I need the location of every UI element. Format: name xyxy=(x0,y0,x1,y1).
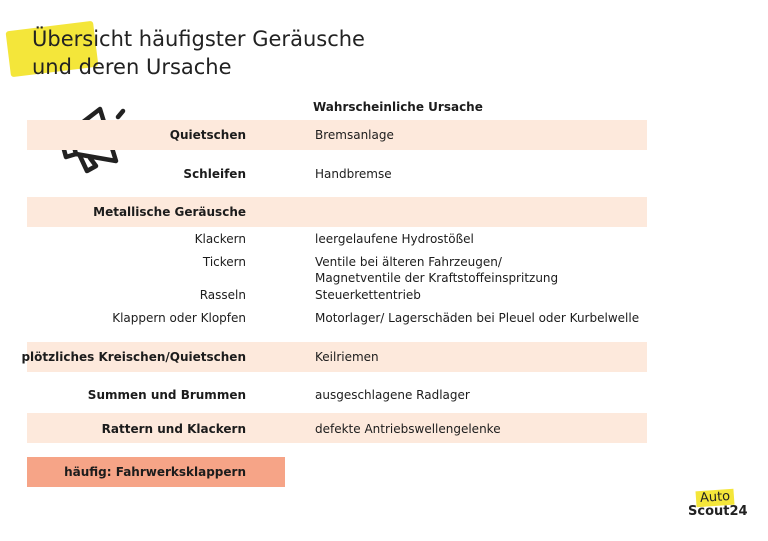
noise-label: Klackern xyxy=(194,232,246,246)
noise-label: plötzliches Kreischen/Quietschen xyxy=(21,350,246,364)
cause-value: Motorlager/ Lagerschäden bei Pleuel oder Kurbelwelle xyxy=(315,311,640,325)
noise-label: Summen und Brummen xyxy=(87,388,246,402)
cause-value: Keilriemen xyxy=(315,350,379,364)
noise-label: Schleifen xyxy=(183,167,246,181)
autoscout24-logo xyxy=(688,488,748,522)
cause-column-header: Wahrscheinliche Ursache xyxy=(313,100,483,114)
logo-text-bottom: Scout24 xyxy=(688,504,748,519)
noise-label: Tickern xyxy=(202,255,246,269)
page-title xyxy=(32,25,365,81)
cause-value: Steuerkettentrieb xyxy=(315,288,421,302)
footer-note: häufig: Fahrwerksklappern xyxy=(64,465,246,479)
cause-line: Magnetventile der Kraftstoffeinspritzung xyxy=(315,271,559,285)
page-title-line2: und deren Ursache xyxy=(32,55,232,79)
noise-label: Rasseln xyxy=(199,288,246,302)
noise-label: Metallische Geräusche xyxy=(93,205,246,219)
page-title-line1: Übersicht häufigster Geräusche xyxy=(32,27,365,51)
cause-line: Ventile bei älteren Fahrzeugen/ xyxy=(315,255,502,269)
cause-value: ausgeschlagene Radlager xyxy=(315,388,470,402)
cause-value xyxy=(315,254,558,286)
cause-value: Handbremse xyxy=(315,167,392,181)
logo-text-top: Auto xyxy=(695,489,734,508)
cause-value: leergelaufene Hydrostößel xyxy=(315,232,474,246)
cause-value: defekte Antriebswellengelenke xyxy=(315,422,501,436)
noise-label: Rattern und Klackern xyxy=(101,422,246,436)
cause-value: Bremsanlage xyxy=(315,128,394,142)
noise-label: Klappern oder Klopfen xyxy=(112,311,246,325)
noise-label: Quietschen xyxy=(169,128,246,142)
